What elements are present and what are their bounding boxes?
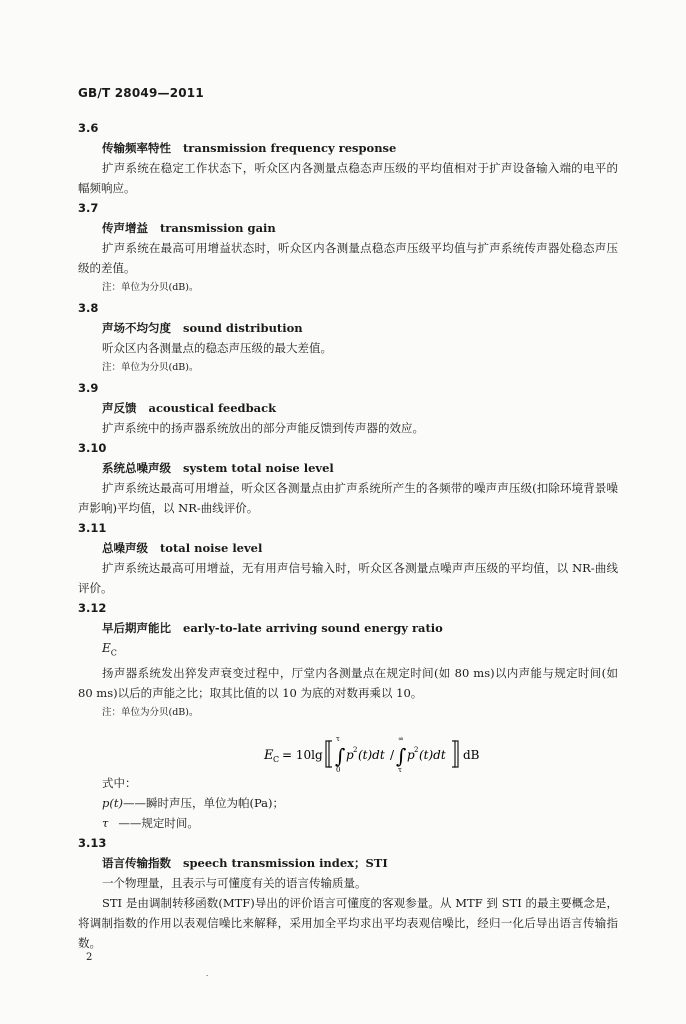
clause-number: 3.7 <box>78 201 99 215</box>
arg-1: (t)dt <box>358 748 385 763</box>
int2-lower: τ <box>398 766 402 775</box>
formula-svg <box>264 737 504 773</box>
clause-3-13 <box>78 833 618 953</box>
integrand-1: p <box>346 748 354 763</box>
arg-2: (t)dt <box>419 748 446 763</box>
clause-title <box>102 318 618 338</box>
formula-lhs: E <box>264 748 274 764</box>
clause-title <box>102 458 618 478</box>
integral-2: ∫ <box>396 744 407 769</box>
bracket-left-inner <box>329 741 332 767</box>
definition-text: 扩声系统达最高可用增益，无有用声信号输入时，听众区各测量点噪声声压级的平均值，以 NR-曲线评价。 <box>78 561 618 595</box>
term-cn: 传输频率特性 <box>102 141 171 155</box>
clause-number: 3.8 <box>78 301 99 315</box>
definition-text: 扩声系统达最高可用增益，听众区各测量点由扩声系统所产生的各频带的噪声声压级(扣除环境背景噪声影响)平均值，以 NR-曲线评价。 <box>78 481 618 515</box>
clause-title <box>102 618 618 638</box>
definition-text: 扩声系统中的扬声器系统放出的部分声能反馈到传声器的效应。 <box>102 421 424 435</box>
formula-lhs-sub: C <box>273 755 280 765</box>
clause-3-10 <box>78 438 618 518</box>
clause-3-12 <box>78 598 618 833</box>
note: 注：单位为分贝(dB)。 <box>102 282 199 293</box>
variable-desc: ——规定时间。 <box>118 816 199 831</box>
int2-upper: ∞ <box>398 735 404 744</box>
scan-speck: · <box>206 972 209 980</box>
int1-lower: 0 <box>336 766 341 775</box>
term-cn: 系统总噪声级 <box>102 461 171 475</box>
term-en: sound distribution <box>183 321 303 335</box>
clause-3-8 <box>78 298 618 378</box>
variable-name: p(t) <box>102 796 123 811</box>
page-number: 2 <box>86 952 93 963</box>
definition-text: 扬声器系统发出猝发声衰变过程中，厅堂内各测量点在规定时间(如 80 ms)以内声能与规定时间(如 80 ms)以后的声能之比；取其比值的以 10 为底的对数再乘以 10。 <box>78 666 618 701</box>
clause-title <box>102 853 618 873</box>
term-en: transmission gain <box>160 221 276 235</box>
document-body <box>78 118 618 953</box>
variable-name: τ <box>102 816 109 831</box>
clause-3-7 <box>78 198 618 298</box>
definition-text: 听众区内各测量点的稳态声压级的最大差值。 <box>102 341 332 355</box>
clause-title <box>102 138 618 158</box>
symbol-letter: E <box>102 641 111 655</box>
clause-number: 3.11 <box>78 521 107 535</box>
divide-slash: / <box>390 748 395 763</box>
term-en: total noise level <box>160 541 263 555</box>
term-en: early-to-late arriving sound energy ratio <box>183 621 443 635</box>
term-cn: 声反馈 <box>102 401 137 415</box>
term-en: transmission frequency response <box>183 141 397 155</box>
term-en: system total noise level <box>183 461 334 475</box>
square-1: 2 <box>353 746 358 755</box>
definition-text-2: STI 是由调制转移函数(MTF)导出的评价语言可懂度的客观参量。从 MTF 到 STI 的最主要概念是，将调制指数的作用以表观信噪比来解释，采用加全平均求出平均表观信噪比，经归一化后导出语言传输指数。 <box>78 896 618 951</box>
note: 注：单位为分贝(dB)。 <box>102 707 199 719</box>
variable-desc: ——瞬时声压，单位为帕(Pa)； <box>122 796 285 811</box>
integral-1: ∫ <box>335 744 346 769</box>
clause-number: 3.10 <box>78 441 107 455</box>
variable-definition <box>102 813 618 833</box>
symbol-subscript: C <box>110 648 117 658</box>
formula-eq: = 10lg <box>282 748 323 763</box>
clause-3-6 <box>78 118 618 198</box>
clause-title <box>102 398 618 418</box>
integrand-2: p <box>407 748 415 763</box>
term-symbol <box>102 638 618 663</box>
clause-number: 3.12 <box>78 601 107 615</box>
standard-code-header: GB/T 28049—2011 <box>78 86 204 100</box>
term-en: acoustical feedback <box>148 401 277 415</box>
bracket-right-inner <box>452 741 455 767</box>
clause-number: 3.6 <box>78 121 99 135</box>
term-cn: 声场不均匀度 <box>102 321 171 335</box>
term-cn: 总噪声级 <box>102 541 148 555</box>
clause-title <box>102 218 618 238</box>
clause-3-11 <box>78 518 618 598</box>
clause-number: 3.9 <box>78 381 99 395</box>
formula-unit: dB <box>463 748 480 763</box>
definition-text: 扩声系统在稳定工作状态下，听众区内各测量点稳态声压级的平均值相对于扩声设备输入端的电平的幅频响应。 <box>78 161 618 195</box>
clause-number: 3.13 <box>78 836 107 851</box>
term-en: speech transmission index；STI <box>183 856 388 871</box>
term-cn: 早后期声能比 <box>102 621 171 635</box>
note: 注：单位为分贝(dB)。 <box>102 362 199 373</box>
definition-text: 扩声系统在最高可用增益状态时，听众区内各测量点稳态声压级平均值与扩声系统传声器处稳态声压级的差值。 <box>78 241 618 275</box>
where-label: 式中： <box>102 776 137 791</box>
definition-text: 一个物理量，且表示与可懂度有关的语言传输质量。 <box>102 876 367 891</box>
term-cn: 语言传输指数 <box>102 856 171 871</box>
int1-upper: τ <box>336 735 340 744</box>
clause-3-9 <box>78 378 618 438</box>
term-cn: 传声增益 <box>102 221 148 235</box>
formula-expression <box>264 737 504 776</box>
clause-title <box>102 538 618 558</box>
square-2: 2 <box>414 746 419 755</box>
variable-definition <box>102 793 618 813</box>
formula-ec <box>78 725 618 773</box>
